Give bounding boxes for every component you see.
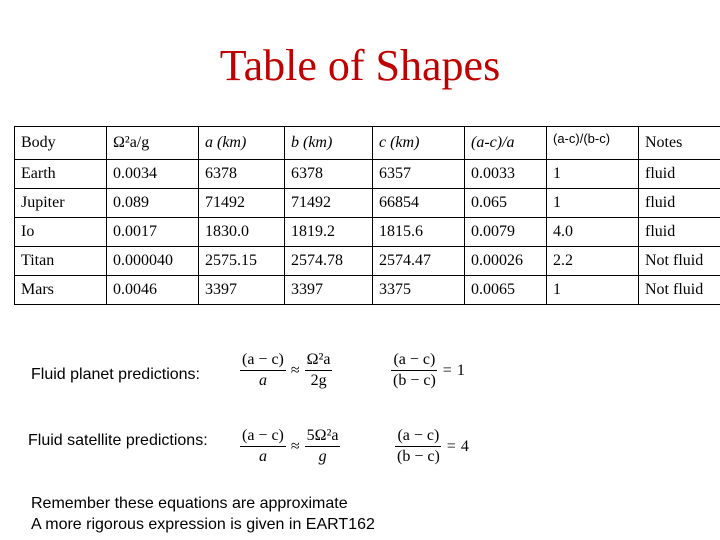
eq-denominator: 2g — [310, 372, 327, 389]
body-name-cell: Io — [15, 218, 107, 247]
planet-ratio-equation — [391, 350, 465, 391]
table-cell: 3397 — [285, 276, 373, 305]
table-cell: 2574.47 — [373, 247, 465, 276]
satellite-ratio-equation — [395, 426, 469, 467]
eq-numerator: Ω²a — [305, 350, 333, 371]
table-cell: 1 — [547, 276, 639, 305]
header-cell: (a-c)/(b-c) — [547, 127, 639, 160]
body-name-cell: Titan — [15, 247, 107, 276]
table-cell: 71492 — [285, 189, 373, 218]
body-name-cell: Jupiter — [15, 189, 107, 218]
eq-numerator: (a − c) — [395, 426, 441, 447]
eq-denominator: g — [318, 448, 327, 465]
eq-denominator: a — [258, 448, 267, 465]
approximation-note — [31, 493, 375, 535]
eq-denominator: (b − c) — [397, 448, 440, 465]
table-cell: 0.0065 — [465, 276, 547, 305]
eq-value: 4 — [460, 437, 469, 455]
table-cell: 2575.15 — [199, 247, 285, 276]
planet-flattening-equation — [240, 350, 332, 391]
note-line: Remember these equations are approximate — [31, 495, 348, 512]
table-header-row — [15, 127, 720, 160]
table-cell: 66854 — [373, 189, 465, 218]
table-cell: 1 — [547, 160, 639, 189]
table-row — [15, 276, 720, 305]
table-cell: fluid — [639, 160, 720, 189]
table-cell: 0.0017 — [107, 218, 199, 247]
table-row — [15, 247, 720, 276]
table-cell: 3397 — [199, 276, 285, 305]
planet-predictions-label: Fluid planet predictions: — [31, 366, 200, 383]
eq-operator: = — [442, 361, 452, 379]
eq-numerator: (a − c) — [391, 350, 437, 371]
table-cell: 2.2 — [547, 247, 639, 276]
eq-denominator: a — [258, 372, 267, 389]
table-cell: 6357 — [373, 160, 465, 189]
table-row — [15, 218, 720, 247]
table-cell: 0.0079 — [465, 218, 547, 247]
table-cell: Not fluid — [639, 247, 720, 276]
eq-numerator: (a − c) — [240, 350, 286, 371]
table-row — [15, 160, 720, 189]
table-cell: 0.000040 — [107, 247, 199, 276]
table-cell: 6378 — [199, 160, 285, 189]
table-cell: 4.0 — [547, 218, 639, 247]
table-cell: 0.00026 — [465, 247, 547, 276]
eq-denominator: (b − c) — [393, 372, 436, 389]
shapes-table — [14, 126, 720, 305]
body-name-cell: Earth — [15, 160, 107, 189]
table-cell: 1 — [547, 189, 639, 218]
header-cell: (a-c)/a — [465, 127, 547, 160]
table-cell: fluid — [639, 189, 720, 218]
header-cell: c (km) — [373, 127, 465, 160]
eq-value: 1 — [456, 361, 465, 379]
table-cell: 1815.6 — [373, 218, 465, 247]
eq-operator: ≈ — [290, 437, 300, 455]
table-cell: 3375 — [373, 276, 465, 305]
table-cell: 0.065 — [465, 189, 547, 218]
eq-operator: = — [446, 437, 456, 455]
table-cell: 6378 — [285, 160, 373, 189]
satellite-flattening-equation — [240, 426, 340, 467]
table-cell: 0.0046 — [107, 276, 199, 305]
header-cell: Ω²a/g — [107, 127, 199, 160]
slide-title: Table of Shapes — [219, 41, 501, 90]
note-line: A more rigorous expression is given in EART162 — [31, 516, 375, 533]
table-cell: 1819.2 — [285, 218, 373, 247]
eq-numerator: 5Ω²a — [305, 426, 341, 447]
table-cell: 0.089 — [107, 189, 199, 218]
table-row — [15, 189, 720, 218]
table-cell: 0.0034 — [107, 160, 199, 189]
table-cell: 2574.78 — [285, 247, 373, 276]
table-cell: 0.0033 — [465, 160, 547, 189]
header-cell: a (km) — [199, 127, 285, 160]
eq-operator: ≈ — [290, 361, 300, 379]
eq-numerator: (a − c) — [240, 426, 286, 447]
satellite-predictions-label: Fluid satellite predictions: — [28, 432, 208, 449]
header-cell: Notes — [639, 127, 720, 160]
table-cell: Not fluid — [639, 276, 720, 305]
table-cell: 1830.0 — [199, 218, 285, 247]
header-cell: Body — [15, 127, 107, 160]
table-cell: fluid — [639, 218, 720, 247]
table-cell: 71492 — [199, 189, 285, 218]
body-name-cell: Mars — [15, 276, 107, 305]
header-cell: b (km) — [285, 127, 373, 160]
